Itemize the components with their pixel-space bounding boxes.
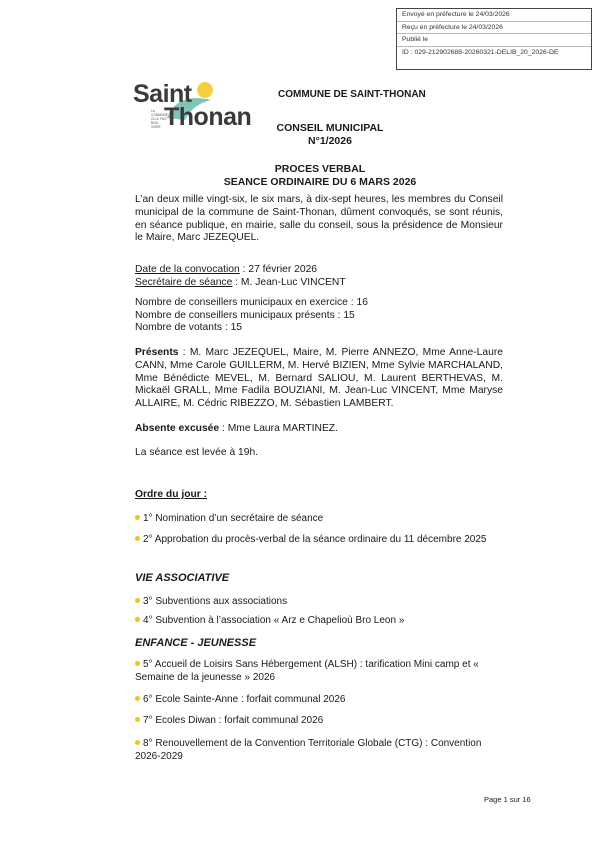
logo-word-thonan: Thonan (164, 103, 252, 131)
logo-tagline: LA COMMUNE OU IL FAIT BON VIVRE (151, 109, 168, 129)
stamp-published: Publié le (397, 34, 591, 47)
prefecture-stamp (396, 8, 592, 70)
conseil-title: CONSEIL MUNICIPAL (276, 122, 384, 134)
logo-word-saint: Saint (133, 80, 192, 108)
section-vie-associative: VIE ASSOCIATIVE (135, 572, 230, 584)
agenda-item: 2° Approbation du procès-verbal de la séance ordinaire du 11 décembre 2025 (135, 533, 503, 546)
bullet-icon (135, 598, 140, 603)
secretaire-value: : M. Jean-Luc VINCENT (232, 277, 346, 288)
conseil-heading (260, 122, 400, 148)
agenda-item: 4° Subvention à l’association « Arz e Chapelioù Bro Leon » (135, 614, 503, 627)
agenda-item: 6° Ecole Sainte-Anne : forfait communal 2026 (135, 693, 503, 706)
bullet-icon (135, 515, 140, 520)
pv-heading (200, 163, 440, 189)
count-votants: Nombre de votants : 15 (135, 322, 243, 333)
page-number: Page 1 sur 16 (484, 795, 531, 804)
pv-title: PROCES VERBAL (274, 163, 366, 175)
secretaire-line (135, 277, 503, 290)
bullet-icon (135, 740, 140, 745)
agenda-item: 8° Renouvellement de la Convention Territoriale Globale (CTG) : Convention 2026-2029 (135, 738, 482, 762)
stamp-sent: Envoyé en préfecture le 24/03/2026 (397, 9, 591, 22)
absente-line (135, 423, 503, 436)
convocation-label: Date de la convocation (135, 264, 240, 275)
conseil-number: N°1/2026 (308, 135, 352, 147)
secretaire-label: Secrétaire de séance (135, 277, 233, 288)
seance-title: SEANCE ORDINAIRE DU 6 MARS 2026 (223, 176, 417, 188)
absente-text: : Mme Laura MARTINEZ. (219, 423, 338, 434)
bullet-icon (135, 617, 140, 622)
presents-list: : M. Marc JEZEQUEL, Maire, M. Pierre ANNEZO, Mme Anne-Laure CANN, Mme Carole GUILLERM, M. Hervé BIZIEN, Mme Sylvie MARCHALAND, Mme Bénédicte MEVEL, M. Bernard SALIOU, M. Laurent BERTHEVAS, M. Mickaël GRALL, Mme Fadila BOUZIANI, M. Jean-Luc VINCENT, Mme Maryse ALLAIRE, M. Cédric RIBEZZO, M. Sébastien LAMBERT. (135, 347, 503, 410)
absente-label: Absente excusée (135, 423, 220, 434)
bullet-icon (135, 536, 140, 541)
levee-line: La séance est levée à 19h. (135, 447, 259, 458)
section-enfance-jeunesse: ENFANCE - JEUNESSE (135, 637, 257, 649)
agenda-item: 7° Ecoles Diwan : forfait communal 2026 (135, 714, 503, 727)
ordre-title: Ordre du jour : (135, 489, 208, 500)
intro-paragraph: L’an deux mille vingt-six, le six mars, à dix-sept heures, les membres du Conseil municipal de la commune de Saint-Thonan, dûment convoqués, se sont réunis, en séance publique, en mairie, salle du conseil, sous la présidence de Monsieur le Maire, Marc JEZEQUEL. (135, 194, 503, 244)
count-presents: Nombre de conseillers municipaux présents : 15 (135, 310, 355, 321)
agenda-item: 5° Accueil de Loisirs Sans Hébergement (ALSH) : tarification Mini camp et « Semaine de la jeunesse » 2026 (135, 659, 479, 683)
stamp-id: ID : 029-212902688-20260321-DELIB_20_2026-DE (402, 48, 559, 56)
agenda-item: 3° Subventions aux associations (135, 595, 503, 608)
convocation-line (135, 264, 503, 277)
agenda-item: 1° Nomination d’un secrétaire de séance (135, 512, 503, 525)
commune-heading: COMMUNE DE SAINT-THONAN (278, 89, 426, 100)
bullet-icon (135, 661, 140, 666)
commune-logo (133, 78, 253, 134)
bullet-icon (135, 696, 140, 701)
convocation-value: : 27 février 2026 (239, 264, 318, 275)
presents-paragraph (135, 347, 503, 411)
count-exercice: Nombre de conseillers municipaux en exercice : 16 (135, 297, 368, 308)
presents-label: Présents (135, 347, 179, 358)
stamp-received: Reçu en préfecture le 24/03/2026 (397, 22, 591, 35)
bullet-icon (135, 717, 140, 722)
